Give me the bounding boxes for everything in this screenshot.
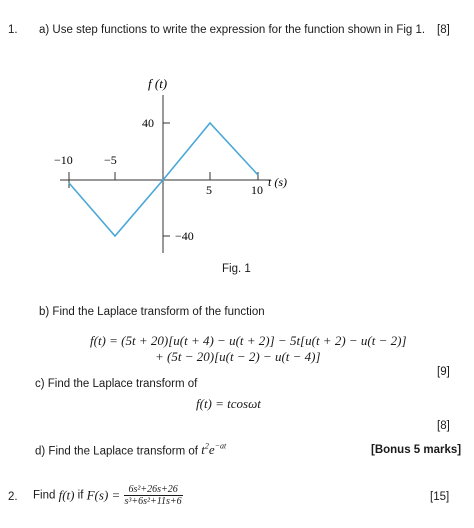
fraction-numerator: 6s²+26s+26 bbox=[124, 484, 183, 496]
question-1-number: 1. bbox=[8, 24, 18, 36]
question-1d-label: d) Find the Laplace transform of bbox=[35, 445, 202, 458]
question-1c-marks: [8] bbox=[437, 420, 450, 432]
x-tick-label-neg10: −10 bbox=[54, 153, 73, 167]
question-2-find: Find bbox=[33, 489, 59, 502]
fraction-denominator: s³+6s²+11s+6 bbox=[124, 496, 182, 507]
expr-exp-at: −at bbox=[214, 442, 227, 451]
question-1d-marks: [Bonus 5 marks] bbox=[371, 444, 462, 456]
question-2-Fs: F(s) = bbox=[86, 487, 121, 503]
expr-t: t bbox=[201, 442, 205, 458]
question-1d-expression bbox=[201, 442, 226, 457]
question-2-ft: f(t) bbox=[58, 487, 75, 503]
question-2-number: 2. bbox=[8, 491, 18, 503]
question-2-marks: [15] bbox=[430, 491, 450, 503]
question-1c-text: c) Find the Laplace transform of bbox=[35, 378, 198, 390]
question-1d-text bbox=[35, 442, 226, 458]
question-2-if: if bbox=[74, 489, 87, 502]
question-2-text bbox=[33, 484, 183, 507]
y-axis-label: f (t) bbox=[148, 76, 168, 91]
expr-e: e bbox=[208, 442, 215, 458]
figure-caption: Fig. 1 bbox=[222, 263, 251, 275]
question-1a-marks: [8] bbox=[437, 24, 450, 36]
x-tick-label-10: 10 bbox=[251, 183, 263, 197]
x-axis-label: t (s) bbox=[268, 175, 287, 189]
question-1b-text: b) Find the Laplace transform of the function bbox=[39, 306, 265, 318]
x-tick-label-neg5: −5 bbox=[104, 153, 117, 167]
question-1a-text: a) Use step functions to write the expression for the function shown in Fig 1. bbox=[39, 24, 426, 36]
question-1b-marks: [9] bbox=[437, 366, 450, 378]
y-tick-label-40: 40 bbox=[142, 116, 154, 130]
expr-exp-2: 2 bbox=[204, 442, 209, 451]
question-1b-equation-line-2: + (5t − 20)[u(t − 2) − u(t − 4)] bbox=[155, 349, 321, 364]
x-tick-label-5: 5 bbox=[206, 183, 212, 197]
question-1b-equation-line-1: f(t) = (5t + 20)[u(t + 4) − u(t + 2)] − 5t[u(t + 2) − u(t − 2)] bbox=[90, 333, 407, 348]
question-1c-equation: f(t) = tcosωt bbox=[196, 396, 261, 411]
y-tick-label-neg40: −40 bbox=[175, 229, 194, 243]
question-2-fraction bbox=[124, 484, 183, 507]
